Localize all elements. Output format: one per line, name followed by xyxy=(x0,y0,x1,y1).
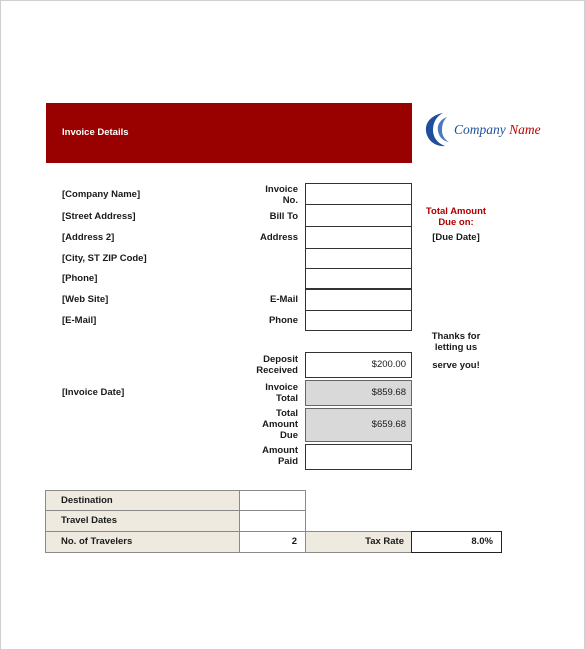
company-name-part1: Company xyxy=(454,122,506,137)
destination-value[interactable] xyxy=(239,490,306,511)
destination-label-cell xyxy=(45,490,240,511)
invoice-total-value: $859.68 xyxy=(305,380,412,406)
invoice-no-field[interactable] xyxy=(305,183,412,205)
destination-label: Destination xyxy=(61,495,113,506)
thanks-line2: letting us xyxy=(434,342,478,353)
travel-dates-value[interactable] xyxy=(239,510,306,532)
company-name-part2: Name xyxy=(509,122,541,137)
amount-paid-label-line1: Amount xyxy=(262,445,298,456)
amount-paid-label-line2: Paid xyxy=(277,456,298,467)
travel-dates-label: Travel Dates xyxy=(61,515,117,526)
deposit-label xyxy=(240,354,298,376)
invoice-total-label xyxy=(240,382,298,404)
invoice-total-label-line1: Invoice xyxy=(265,382,298,393)
thanks-line3: serve you! xyxy=(432,360,480,371)
amount-due-label-line3: Due xyxy=(280,430,298,441)
amount-due-label-line1: Total xyxy=(276,408,298,419)
address-label: Address xyxy=(259,232,298,243)
travel-dates-label-cell xyxy=(45,510,240,532)
invoice-total-label-line2: Total xyxy=(276,393,298,404)
total-amount-due-line2: Due on: xyxy=(438,217,474,228)
amount-paid-label xyxy=(240,445,298,467)
amount-paid-value[interactable] xyxy=(305,444,412,470)
tax-rate-label: Tax Rate xyxy=(305,531,412,553)
sender-street: [Street Address] xyxy=(62,211,136,222)
invoice-no-label xyxy=(240,184,298,206)
bill-to-field[interactable] xyxy=(305,205,412,227)
travelers-label: No. of Travelers xyxy=(61,536,133,547)
address-field[interactable] xyxy=(305,227,412,249)
thanks-message xyxy=(420,331,492,353)
address-line2-field[interactable] xyxy=(305,248,412,269)
invoice-date: [Invoice Date] xyxy=(62,387,125,398)
due-date: [Due Date] xyxy=(432,232,480,243)
email-field[interactable] xyxy=(305,289,412,311)
bill-to-label: Bill To xyxy=(269,211,298,222)
amount-due-value: $659.68 xyxy=(305,408,412,442)
amount-due-label xyxy=(240,408,298,441)
total-amount-due-label xyxy=(420,206,492,228)
email-label: E-Mail xyxy=(270,294,298,305)
travelers-label-cell xyxy=(45,531,240,553)
deposit-label-line2: Received xyxy=(256,365,298,376)
company-logo-icon xyxy=(425,112,455,148)
company-name xyxy=(454,122,541,138)
travelers-value[interactable]: 2 xyxy=(239,531,306,553)
address-line3-field[interactable] xyxy=(305,269,412,289)
phone-label: Phone xyxy=(268,315,298,326)
thanks-line1: Thanks for xyxy=(431,331,481,342)
invoice-details-title: Invoice Details xyxy=(62,127,129,138)
sender-address2: [Address 2] xyxy=(62,232,115,243)
sender-company: [Company Name] xyxy=(62,189,141,200)
phone-field[interactable] xyxy=(305,311,412,331)
sender-email: [E-Mail] xyxy=(62,315,97,326)
sender-website: [Web Site] xyxy=(62,294,109,305)
deposit-label-line1: Deposit xyxy=(263,354,298,365)
total-amount-due-line1: Total Amount xyxy=(425,206,487,217)
invoice-no-label-line1: Invoice xyxy=(265,184,298,195)
tax-rate-value[interactable]: 8.0% xyxy=(411,531,502,553)
amount-due-label-line2: Amount xyxy=(262,419,298,430)
sender-phone: [Phone] xyxy=(62,273,98,284)
sender-city: [City, ST ZIP Code] xyxy=(62,253,147,264)
invoice-no-label-line2: No. xyxy=(282,195,298,206)
deposit-value[interactable]: $200.00 xyxy=(305,352,412,378)
